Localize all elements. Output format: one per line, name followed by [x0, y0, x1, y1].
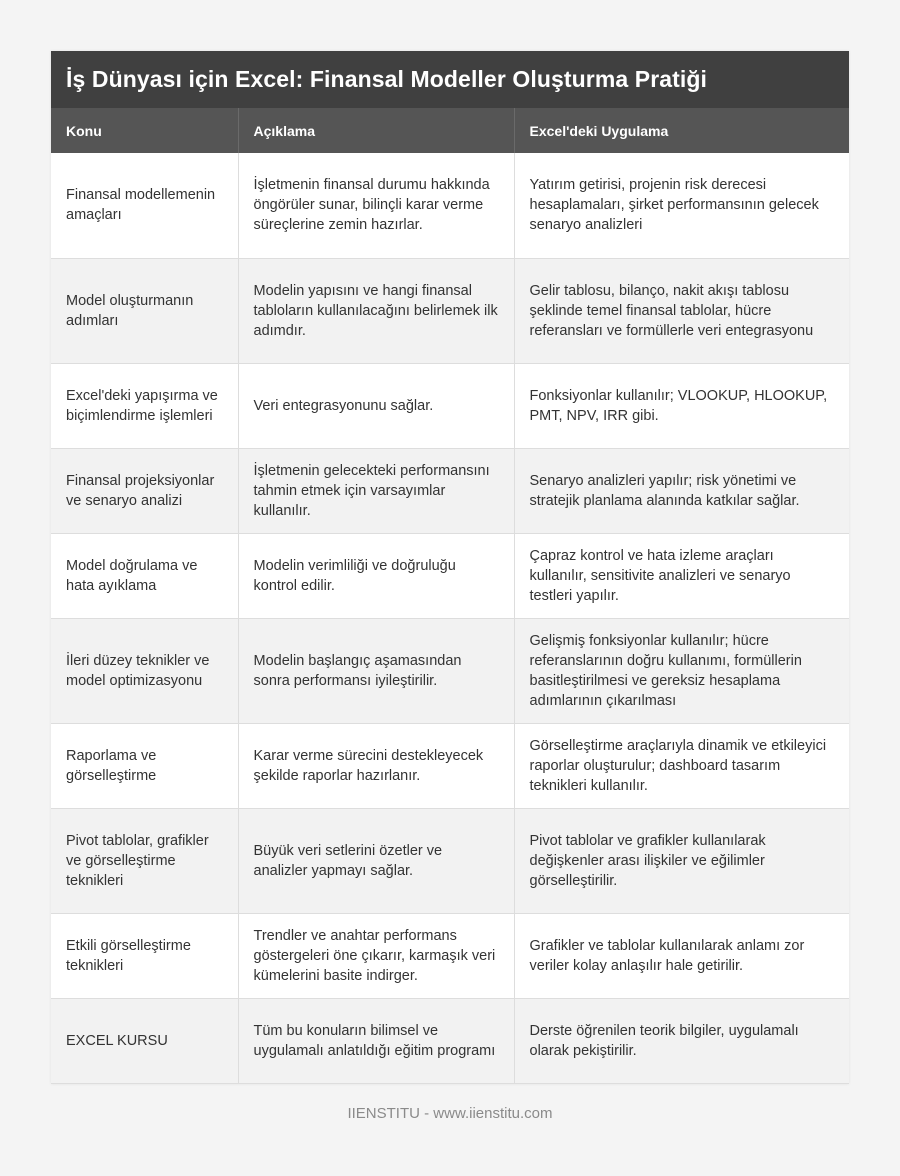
- cell-konu: Etkili görselleştirme teknikleri: [51, 913, 238, 998]
- cell-konu: Pivot tablolar, grafikler ve görselleştirme teknikleri: [51, 808, 238, 913]
- cell-uygulama: Yatırım getirisi, projenin risk derecesi hesaplamaları, şirket performansının gelecek senaryo analizleri: [514, 153, 849, 258]
- cell-aciklama: İşletmenin finansal durumu hakkında öngörüler sunar, bilinçli karar verme süreçlerine zemin hazırlar.: [238, 153, 514, 258]
- cell-konu: Model oluşturmanın adımları: [51, 258, 238, 363]
- page-title: İş Dünyası için Excel: Finansal Modeller Oluşturma Pratiği: [66, 66, 708, 92]
- cell-konu: Finansal modellemenin amaçları: [51, 153, 238, 258]
- cell-aciklama: Modelin başlangıç aşamasından sonra performansı iyileştirilir.: [238, 618, 514, 723]
- column-header-uygulama: Excel'deki Uygulama: [514, 108, 849, 153]
- table-row: [51, 998, 849, 1083]
- cell-aciklama: Trendler ve anahtar performans göstergeleri öne çıkarır, karmaşık veri kümelerini basite indirger.: [238, 913, 514, 998]
- cell-uygulama: Çapraz kontrol ve hata izleme araçları kullanılır, sensitivite analizleri ve senaryo testleri yapılır.: [514, 533, 849, 618]
- table-row: [51, 808, 849, 913]
- topics-table: [51, 108, 849, 1084]
- header-row: [51, 108, 849, 153]
- cell-aciklama: İşletmenin gelecekteki performansını tahmin etmek için varsayımlar kullanılır.: [238, 448, 514, 533]
- cell-aciklama: Modelin verimliliği ve doğruluğu kontrol edilir.: [238, 533, 514, 618]
- cell-konu: Excel'deki yapışırma ve biçimlendirme işlemleri: [51, 363, 238, 448]
- cell-uygulama: Fonksiyonlar kullanılır; VLOOKUP, HLOOKUP, PMT, NPV, IRR gibi.: [514, 363, 849, 448]
- cell-konu: EXCEL KURSU: [51, 998, 238, 1083]
- cell-aciklama: Büyük veri setlerini özetler ve analizler yapmayı sağlar.: [238, 808, 514, 913]
- cell-konu: Finansal projeksiyonlar ve senaryo analizi: [51, 448, 238, 533]
- cell-uygulama: Gelişmiş fonksiyonlar kullanılır; hücre referanslarının doğru kullanımı, formüllerin basitleştirilmesi ve gereksiz hesaplama adımlarının çıkarılması: [514, 618, 849, 723]
- table-row: [51, 153, 849, 258]
- table-row: [51, 533, 849, 618]
- cell-konu: Model doğrulama ve hata ayıklama: [51, 533, 238, 618]
- cell-uygulama: Senaryo analizleri yapılır; risk yönetimi ve stratejik planlama alanında katkılar sağlar.: [514, 448, 849, 533]
- cell-uygulama: Derste öğrenilen teorik bilgiler, uygulamalı olarak pekiştirilir.: [514, 998, 849, 1083]
- cell-konu: Raporlama ve görselleştirme: [51, 723, 238, 808]
- table-header: [51, 108, 849, 153]
- table-row: [51, 258, 849, 363]
- cell-uygulama: Gelir tablosu, bilanço, nakit akışı tablosu şeklinde temel finansal tablolar, hücre referansları ve formüllerle veri entegrasyonu: [514, 258, 849, 363]
- table-row: [51, 618, 849, 723]
- table-row: [51, 723, 849, 808]
- cell-uygulama: Pivot tablolar ve grafikler kullanılarak değişkenler arası ilişkiler ve eğilimler görselleştirilir.: [514, 808, 849, 913]
- table-row: [51, 448, 849, 533]
- footer-credit: IIENSTITU - www.iienstitu.com: [347, 1105, 553, 1122]
- cell-aciklama: Karar verme sürecini destekleyecek şekilde raporlar hazırlanır.: [238, 723, 514, 808]
- table-body: [51, 153, 849, 1083]
- column-header-konu: Konu: [51, 108, 238, 153]
- cell-aciklama: Tüm bu konuların bilimsel ve uygulamalı anlatıldığı eğitim programı: [238, 998, 514, 1083]
- cell-konu: İleri düzey teknikler ve model optimizasyonu: [51, 618, 238, 723]
- title-bar: [51, 51, 849, 108]
- content-card: [51, 51, 849, 1084]
- cell-uygulama: Görselleştirme araçlarıyla dinamik ve etkileyici raporlar oluşturulur; dashboard tasarım teknikleri kullanılır.: [514, 723, 849, 808]
- table-row: [51, 913, 849, 998]
- cell-aciklama: Modelin yapısını ve hangi finansal tabloların kullanılacağını belirlemek ilk adımdır.: [238, 258, 514, 363]
- cell-uygulama: Grafikler ve tablolar kullanılarak anlamı zor veriler kolay anlaşılır hale getirilir.: [514, 913, 849, 998]
- column-header-aciklama: Açıklama: [238, 108, 514, 153]
- table-row: [51, 363, 849, 448]
- cell-aciklama: Veri entegrasyonunu sağlar.: [238, 363, 514, 448]
